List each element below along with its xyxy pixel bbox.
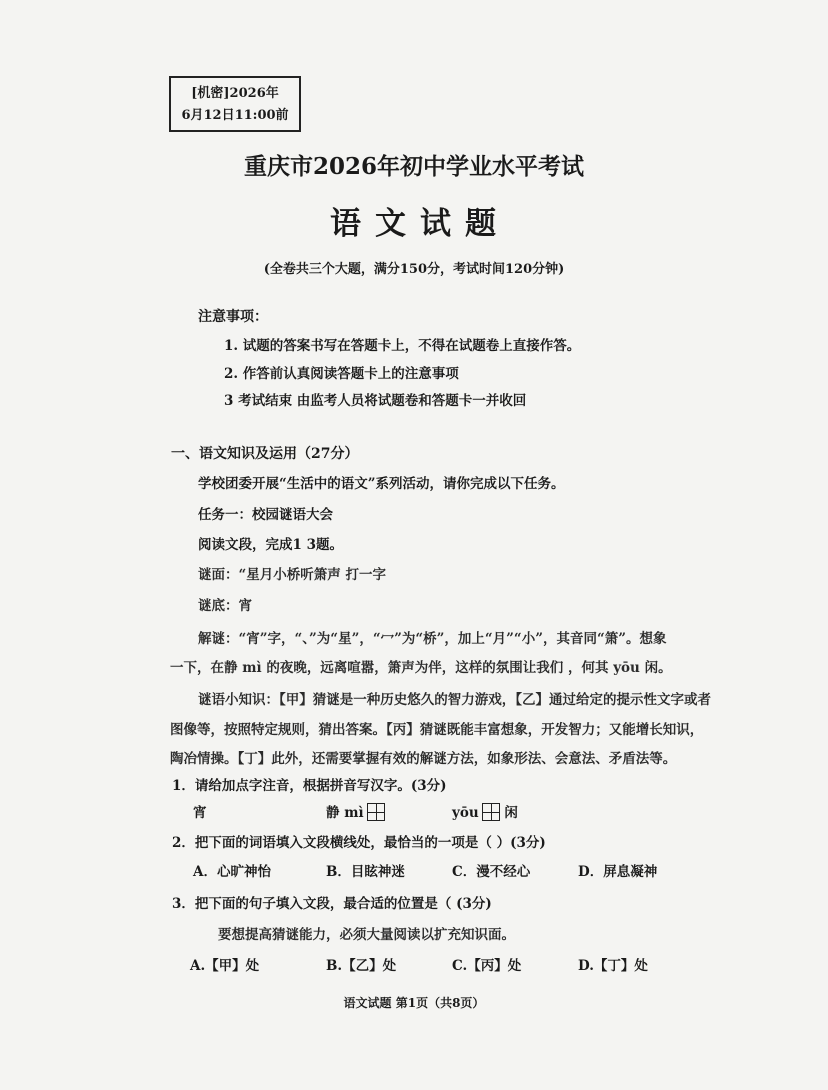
question-3-option[interactable]: B.【乙】处 [326,958,397,974]
notice-title: 注意事项： [198,309,268,325]
question-1-item-2-text: 静 mì [326,805,364,821]
question-1-item-3-char: 闲 [504,805,518,821]
question-1-item-3-pinyin: yōu [452,805,479,821]
task-title: 任务一：校园谜语大会 [198,507,333,523]
explanation-line: 一下，在静 mì 的夜晚，远离喧嚣，箫声为伴，这样的氛围让我们 ，何其 yōu 闲。 [170,660,672,676]
page-footer: 语文试题 第1页（共8页） [343,996,485,1010]
question-1-stem: 1．请给加点字注音，根据拼音写汉字。(3分) [172,778,447,794]
notice-item: 3 考试结束 由监考人员将试题卷和答题卡一并收回 [224,393,527,409]
question-2-option[interactable]: D．屏息凝神 [578,864,658,880]
reading-instruction: 阅读文段，完成1 3题。 [198,537,343,553]
exam-title: 重庆市2026年初中学业水平考试 [243,153,584,180]
activity-intro: 学校团委开展“生活中的语文”系列活动，请你完成以下任务。 [198,476,565,492]
confidential-box [169,76,301,132]
question-3-option[interactable]: C.【丙】处 [452,958,522,974]
confidential-line-2: 6月12日11:00前 [181,108,289,123]
knowledge-line: 谜语小知识：【甲】猜谜是一种历史悠久的智力游戏，【乙】通过给定的提示性文字或者 [198,692,711,708]
question-2-option[interactable]: A．心旷神怡 [193,864,271,880]
answer-grid-box[interactable] [482,803,500,821]
question-2-option[interactable]: B．目眩神迷 [326,864,405,880]
subject-title: 语文试题 [330,206,510,242]
riddle-answer: 谜底：宵 [198,598,252,614]
question-2-option[interactable]: C．漫不经心 [452,864,531,880]
knowledge-line: 陶冶情操。【丁】此外，还需要掌握有效的解谜方法，如象形法、会意法、矛盾法等。 [170,751,677,767]
notice-item: 2. 作答前认真阅读答题卡上的注意事项 [224,366,459,382]
question-2-stem: 2．把下面的词语填入文段横线处，最恰当的一项是（ ）(3分) [172,835,546,851]
question-1-item-3 [452,801,518,821]
question-1-item-1: 宵 [193,805,207,821]
knowledge-line: 图像等，按照特定规则，猜出答案。【丙】猜谜既能丰富想象，开发智力；又能增长知识， [170,722,704,738]
question-3-option[interactable]: A.【甲】处 [190,958,260,974]
question-3-sentence: 要想提高猜谜能力，必须大量阅读以扩充知识面。 [218,927,515,943]
notice-item: 1. 试题的答案书写在答题卡上，不得在试题卷上直接作答。 [224,338,581,354]
exam-info: (全卷共三个大题，满分150分，考试时间120分钟) [263,262,565,277]
question-3-option[interactable]: D.【丁】处 [578,958,648,974]
riddle-text: 谜面：“星月小桥听箫声 打一字 [198,567,386,583]
confidential-line-1: [机密]2026年 [191,86,279,101]
answer-grid-box[interactable] [367,803,385,821]
question-1-item-2 [326,801,385,821]
explanation-line: 解谜：“宵”字，“、”为“星”，“冖”为“桥”，加上“月”“小”，其音同“箫”。想象 [198,631,667,647]
question-3-stem: 3．把下面的句子填入文段，最合适的位置是（ (3分) [172,896,492,912]
section-title: 一、语文知识及运用（27分） [171,446,359,462]
